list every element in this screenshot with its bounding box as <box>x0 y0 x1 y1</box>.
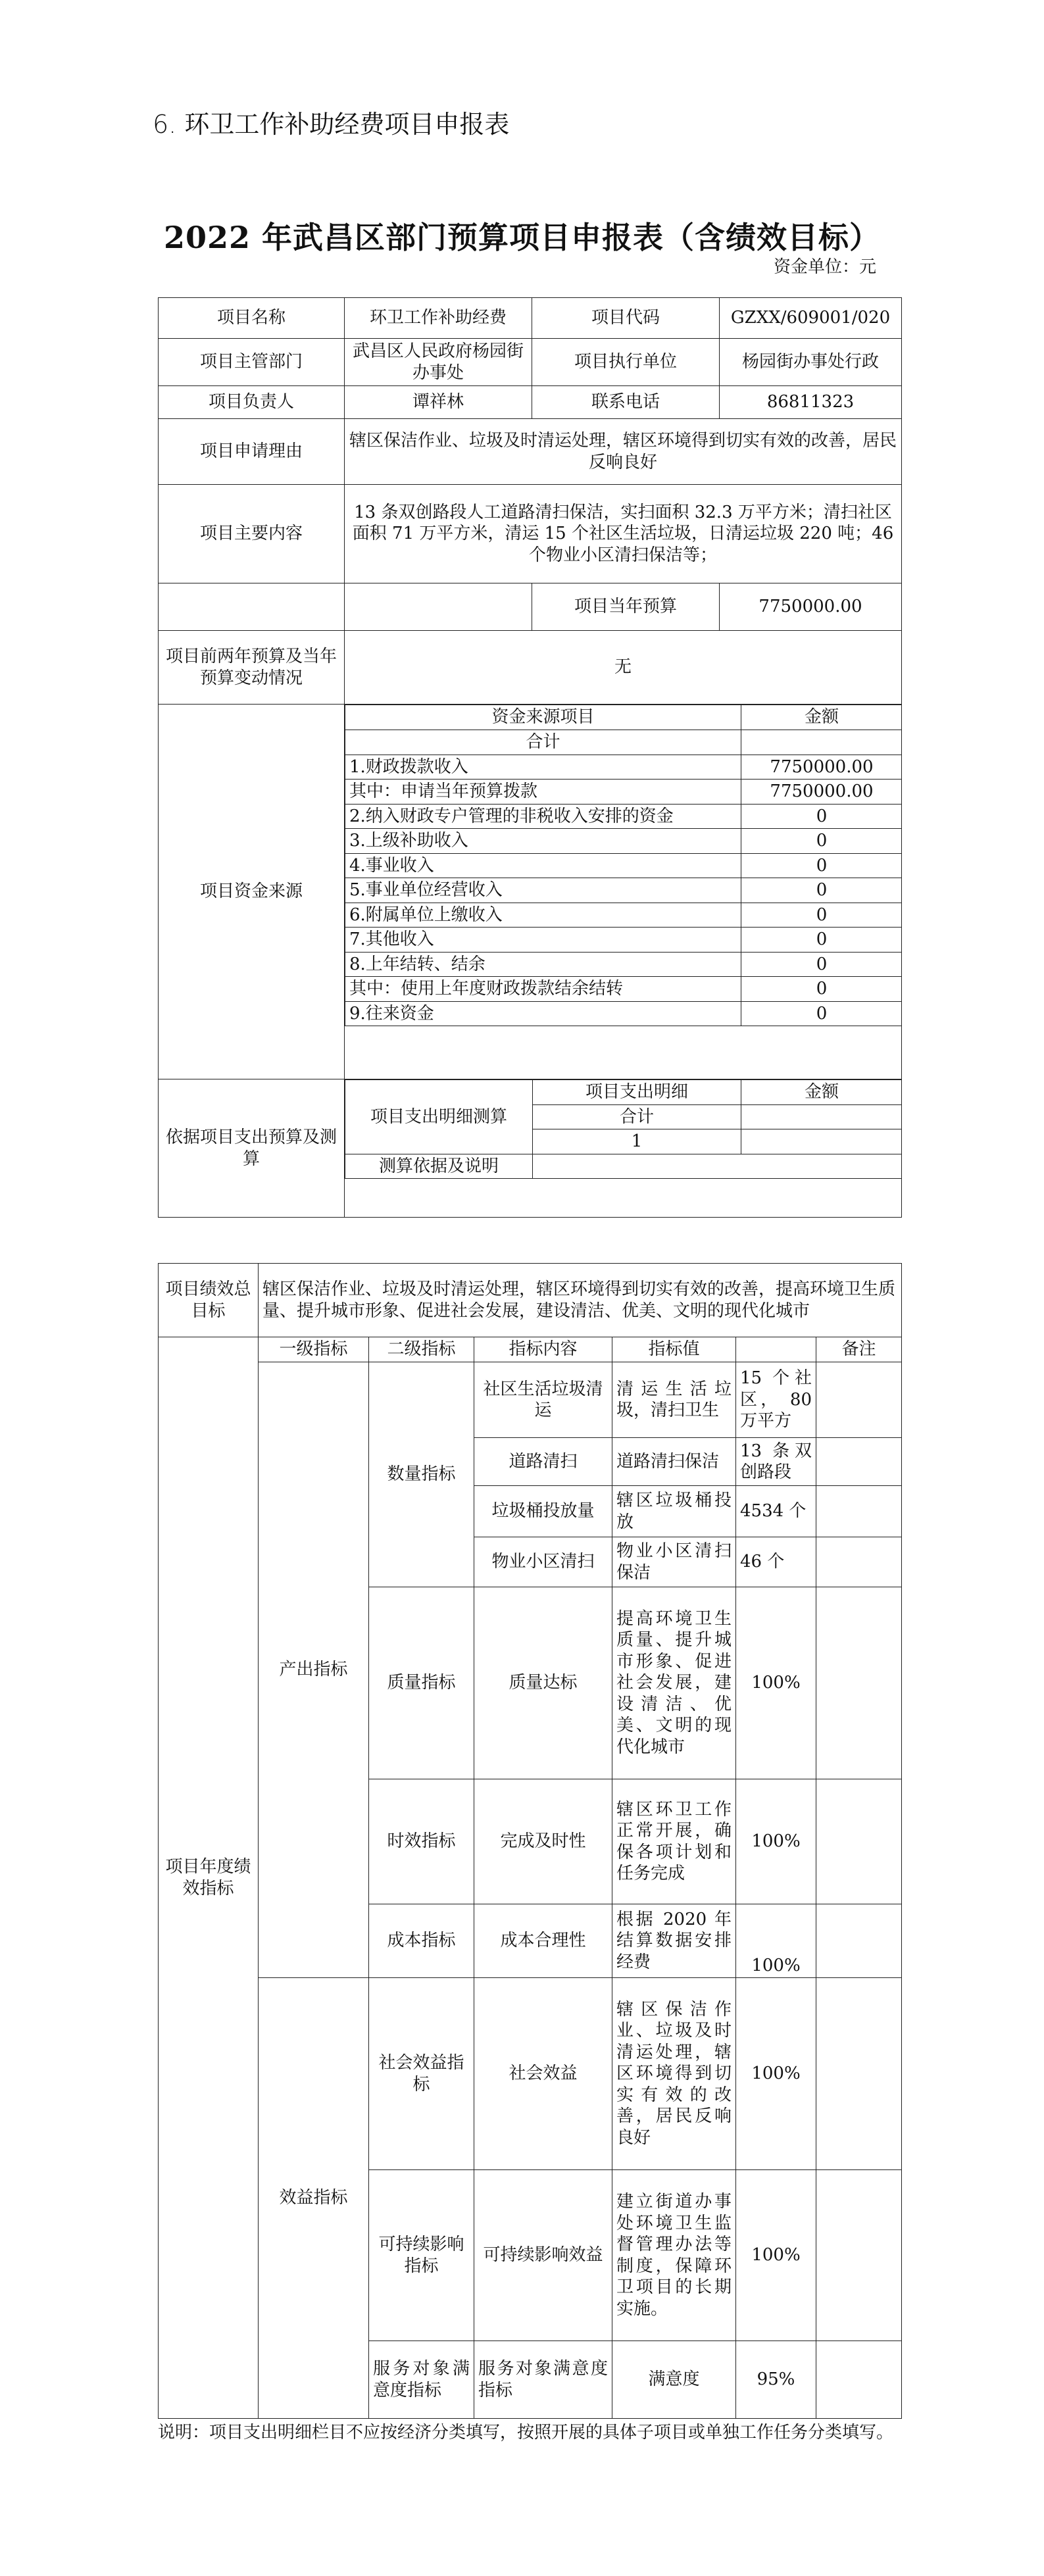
funding-item: 6.附属单位上缴收入 <box>345 903 741 928</box>
funding-col1: 资金来源项目 <box>345 705 741 730</box>
header-value: 指标值 <box>612 1337 736 1362</box>
funding-item: 4.事业收入 <box>345 853 741 878</box>
header-level2: 二级指标 <box>369 1337 474 1362</box>
cost-target: 100% <box>736 1904 816 1978</box>
content: 13 条双创路段人工道路清扫保洁，实扫面积 32.3 万平方米；清扫社区面积 71 万平方米，清运 15 个社区生活垃圾，日清运垃圾 220 吨；46 个物业小区清扫保洁等； <box>345 485 902 583</box>
funding-amount: 7750000.00 <box>741 780 902 805</box>
performance-table <box>158 1263 902 2419</box>
satisfaction-content: 服务对象满意度指标 <box>474 2341 612 2419</box>
sustain-remark <box>816 2170 902 2341</box>
funding-row <box>345 853 902 878</box>
annual-label: 项目年度绩效指标 <box>159 1337 259 2419</box>
time-label: 时效指标 <box>369 1779 474 1904</box>
owner: 谭祥林 <box>345 386 532 419</box>
quality-target: 100% <box>736 1587 816 1779</box>
budget-label: 项目当年预算 <box>532 583 720 631</box>
sustain-content: 可持续影响效益 <box>474 2170 612 2341</box>
cost-content: 成本合理性 <box>474 1904 612 1978</box>
q3-remark <box>816 1486 902 1537</box>
funding-amount: 0 <box>741 804 902 829</box>
q3-content: 垃圾桶投放量 <box>474 1486 612 1537</box>
q4-target: 46 个 <box>736 1537 816 1587</box>
header-remark: 备注 <box>816 1337 902 1362</box>
q3-target: 4534 个 <box>736 1486 816 1537</box>
basis-label: 测算依据及说明 <box>345 1154 533 1179</box>
header-target <box>736 1337 816 1362</box>
detail-row1-amount <box>741 1129 902 1154</box>
q2-content: 道路清扫 <box>474 1438 612 1486</box>
funding-table <box>345 705 902 1026</box>
detail-col2: 金额 <box>741 1080 902 1105</box>
satisfaction-value: 满意度 <box>612 2341 736 2419</box>
social-content: 社会效益 <box>474 1978 612 2170</box>
cost-value: 根据 2020 年结算数据安排经费 <box>612 1904 736 1978</box>
social-label: 社会效益指标 <box>369 1978 474 2170</box>
time-target: 100% <box>736 1779 816 1904</box>
dept: 武昌区人民政府杨园街办事处 <box>345 339 532 386</box>
basis <box>533 1154 902 1179</box>
project-name-label: 项目名称 <box>159 298 345 339</box>
funding-amount: 0 <box>741 829 902 854</box>
blank-cell <box>159 583 345 631</box>
exec: 杨园街办事处行政 <box>720 339 902 386</box>
detail-label: 项目支出明细测算 <box>345 1080 533 1154</box>
satisfaction-label: 服务对象满意度指标 <box>369 2341 474 2419</box>
funding-amount: 0 <box>741 853 902 878</box>
cost-label: 成本指标 <box>369 1904 474 1978</box>
benefit-label: 效益指标 <box>259 1978 369 2419</box>
quality-value: 提高环境卫生质量、提升城市形象、促进社会发展，建设清洁、优美、文明的现代化城市 <box>612 1587 736 1779</box>
sustain-value: 建立街道办事处环境卫生监督管理办法等制度，保障环卫项目的长期实施。 <box>612 2170 736 2341</box>
social-target: 100% <box>736 1978 816 2170</box>
prev-label: 项目前两年预算及当年预算变动情况 <box>159 631 345 705</box>
funding-row <box>345 1001 902 1026</box>
sustain-target: 100% <box>736 2170 816 2341</box>
funding-item: 1.财政拨款收入 <box>345 755 741 780</box>
estimate-table <box>345 1079 902 1179</box>
q1-value: 清运生活垃圾，清扫卫生 <box>612 1362 736 1438</box>
funding-amount: 0 <box>741 903 902 928</box>
time-value: 辖区环卫工作正常开展，确保各项计划和任务完成 <box>612 1779 736 1904</box>
q2-value: 道路清扫保洁 <box>612 1438 736 1486</box>
funding-item: 合计 <box>345 730 741 755</box>
funding-amount: 7750000.00 <box>741 755 902 780</box>
funding-row <box>345 878 902 903</box>
header-content: 指标内容 <box>474 1337 612 1362</box>
detail-row1: 1 <box>533 1129 741 1154</box>
project-info-table <box>158 297 902 1218</box>
detail-col1: 项目支出明细 <box>533 1080 741 1105</box>
header-level1: 一级指标 <box>259 1337 369 1362</box>
estimate-cell <box>345 1079 902 1218</box>
content-label: 项目主要内容 <box>159 485 345 583</box>
currency-unit: 资金单位：元 <box>773 257 876 277</box>
project-code: GZXX/609001/020 <box>720 298 902 339</box>
q4-content: 物业小区清扫 <box>474 1537 612 1587</box>
funding-row <box>345 829 902 854</box>
funding-row <box>345 755 902 780</box>
funding-label: 项目资金来源 <box>159 705 345 1079</box>
exec-label: 项目执行单位 <box>532 339 720 386</box>
funding-amount: 0 <box>741 928 902 953</box>
phone-label: 联系电话 <box>532 386 720 419</box>
dept-label: 项目主管部门 <box>159 339 345 386</box>
funding-amount: 0 <box>741 952 902 977</box>
social-value: 辖区保洁作业、垃圾及时清运处理，辖区环境得到切实有效的改善，居民反响良好 <box>612 1978 736 2170</box>
page-title: 2022 年武昌区部门预算项目申报表（含绩效目标） <box>163 220 881 255</box>
funding-item: 其中：申请当年预算拨款 <box>345 780 741 805</box>
funding-row <box>345 977 902 1002</box>
funding-amount: 0 <box>741 1001 902 1026</box>
funding-item: 其中：使用上年度财政拨款结余结转 <box>345 977 741 1002</box>
funding-item: 8.上年结转、结余 <box>345 952 741 977</box>
q3-value: 辖区垃圾桶投放 <box>612 1486 736 1537</box>
funding-row <box>345 804 902 829</box>
q2-remark <box>816 1438 902 1486</box>
quality-remark <box>816 1587 902 1779</box>
q1-content: 社区生活垃圾清运 <box>474 1362 612 1438</box>
goal: 辖区保洁作业、垃圾及时清运处理，辖区环境得到切实有效的改善，提高环境卫生质量、提升城市形象、促进社会发展，建设清洁、优美、文明的现代化城市 <box>259 1264 902 1337</box>
section-heading: 6. 环卫工作补助经费项目申报表 <box>153 110 510 139</box>
funding-row <box>345 780 902 805</box>
cost-remark <box>816 1904 902 1978</box>
funding-item: 5.事业单位经营收入 <box>345 878 741 903</box>
funding-amount <box>741 730 902 755</box>
estimate-label: 依据项目支出预算及测算 <box>159 1079 345 1218</box>
sustain-label: 可持续影响指标 <box>369 2170 474 2341</box>
funding-header-row <box>345 705 902 730</box>
goal-label: 项目绩效总目标 <box>159 1264 259 1337</box>
funding-amount: 0 <box>741 977 902 1002</box>
funding-col2: 金额 <box>741 705 902 730</box>
detail-total-amount <box>741 1104 902 1129</box>
funding-item: 9.往来资金 <box>345 1001 741 1026</box>
budget: 7750000.00 <box>720 583 902 631</box>
project-code-label: 项目代码 <box>532 298 720 339</box>
funding-item: 7.其他收入 <box>345 928 741 953</box>
project-name: 环卫工作补助经费 <box>345 298 532 339</box>
satisfaction-target: 95% <box>736 2341 816 2419</box>
quality-content: 质量达标 <box>474 1587 612 1779</box>
funding-item: 2.纳入财政专户管理的非税收入安排的资金 <box>345 804 741 829</box>
output-label: 产出指标 <box>259 1362 369 1978</box>
q2-target: 13 条双创路段 <box>736 1438 816 1486</box>
quality-label: 质量指标 <box>369 1587 474 1779</box>
prev: 无 <box>345 631 902 705</box>
phone: 86811323 <box>720 386 902 419</box>
owner-label: 项目负责人 <box>159 386 345 419</box>
time-content: 完成及时性 <box>474 1779 612 1904</box>
detail-total: 合计 <box>533 1104 741 1129</box>
funding-row <box>345 730 902 755</box>
funding-item: 3.上级补助收入 <box>345 829 741 854</box>
q1-target: 15 个社区， 80 万平方 <box>736 1362 816 1438</box>
funding-row <box>345 952 902 977</box>
q4-value: 物业小区清扫保洁 <box>612 1537 736 1587</box>
reason: 辖区保洁作业、垃圾及时清运处理，辖区环境得到切实有效的改善，居民反响良好 <box>345 419 902 485</box>
funding-row <box>345 928 902 953</box>
q4-remark <box>816 1537 902 1587</box>
funding-cell <box>345 705 902 1079</box>
quantity-label: 数量指标 <box>369 1362 474 1587</box>
social-remark <box>816 1978 902 2170</box>
blank-cell <box>345 583 532 631</box>
q1-remark <box>816 1362 902 1438</box>
funding-amount: 0 <box>741 878 902 903</box>
reason-label: 项目申请理由 <box>159 419 345 485</box>
satisfaction-remark <box>816 2341 902 2419</box>
funding-row <box>345 903 902 928</box>
footnote: 说明：项目支出明细栏目不应按经济分类填写，按照开展的具体子项目或单独工作任务分类填写。 <box>158 2423 894 2442</box>
time-remark <box>816 1779 902 1904</box>
